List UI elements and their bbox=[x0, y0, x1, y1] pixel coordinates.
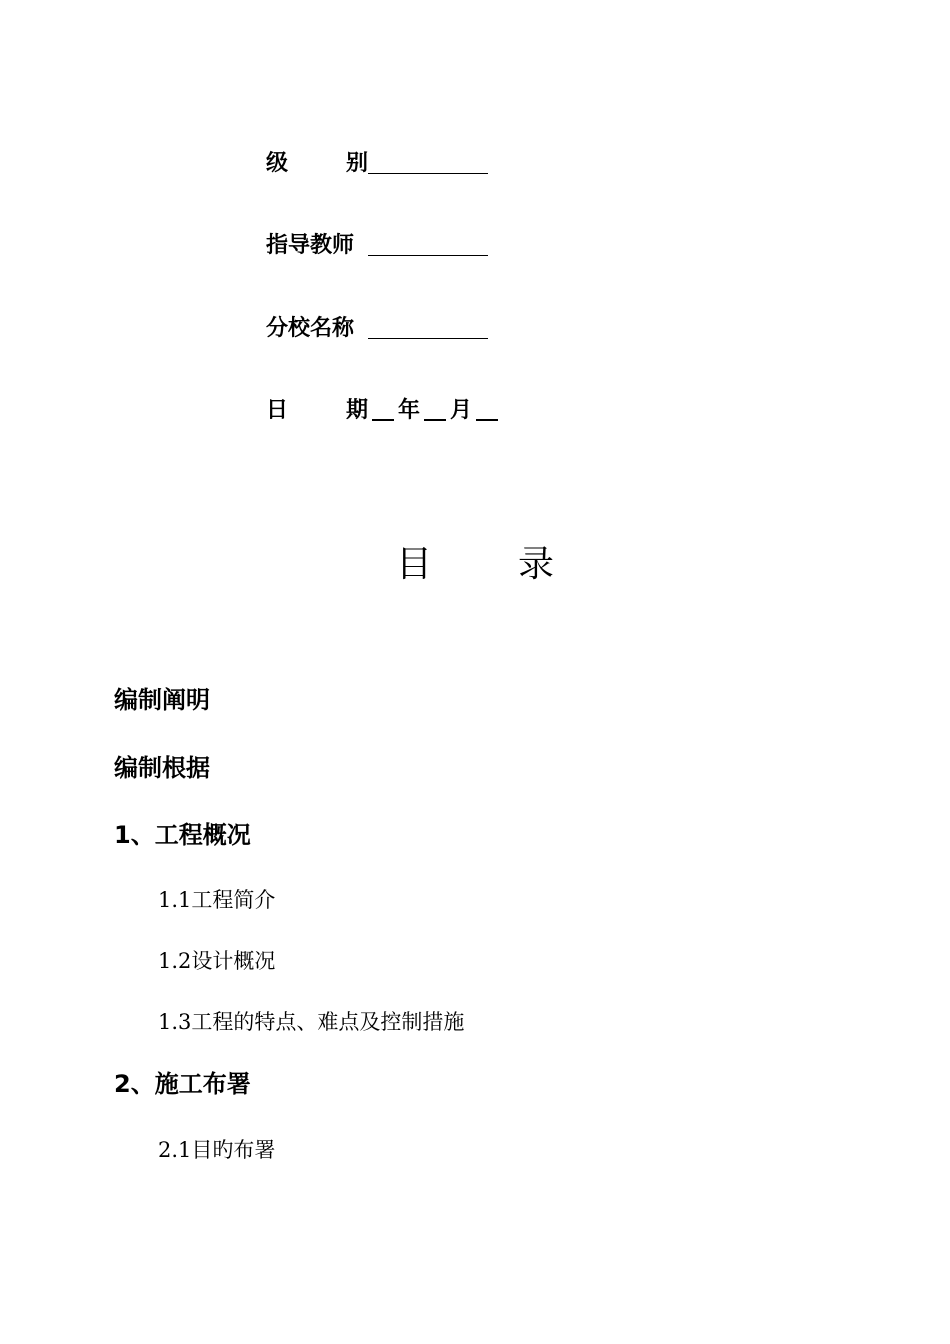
toc-subitem[interactable]: 2.1目旳布署 bbox=[158, 1138, 276, 1162]
toc-title-part2: 录 bbox=[518, 544, 555, 585]
field-advisor-label: 指导教师 bbox=[266, 232, 355, 258]
field-branch-label: 分校名称 bbox=[266, 315, 355, 341]
field-branch bbox=[266, 311, 488, 341]
toc-item[interactable]: 编制根据 bbox=[114, 754, 210, 782]
field-grade-blank[interactable] bbox=[368, 147, 488, 174]
field-grade-label bbox=[266, 150, 368, 176]
date-year-label: 年 bbox=[398, 397, 421, 423]
toc-item[interactable]: 1、工程概况 bbox=[114, 821, 251, 849]
toc-title-part1: 目 bbox=[396, 544, 433, 585]
field-date-label bbox=[266, 397, 368, 423]
field-grade-label-part2: 别 bbox=[345, 150, 368, 176]
field-advisor-blank[interactable] bbox=[368, 229, 488, 256]
toc-item[interactable]: 2、施工布署 bbox=[114, 1070, 251, 1098]
field-date-label-part1: 日 bbox=[266, 397, 289, 423]
date-day-blank[interactable] bbox=[476, 393, 498, 421]
date-month-blank[interactable] bbox=[424, 393, 446, 421]
date-year-blank[interactable] bbox=[372, 393, 394, 421]
toc-subitem[interactable]: 1.2设计概况 bbox=[158, 949, 276, 973]
field-date-label-part2: 期 bbox=[345, 397, 368, 423]
date-month-label: 月 bbox=[450, 397, 473, 423]
toc-title bbox=[0, 543, 950, 587]
field-advisor bbox=[266, 228, 488, 258]
toc-subitem[interactable]: 1.1工程简介 bbox=[158, 888, 276, 912]
toc-item[interactable]: 编制阐明 bbox=[114, 686, 210, 714]
field-branch-blank[interactable] bbox=[368, 312, 488, 339]
field-grade-label-part1: 级 bbox=[266, 150, 289, 176]
toc-subitem[interactable]: 1.3工程的特点、难点及控制措施 bbox=[158, 1010, 465, 1034]
field-grade bbox=[266, 146, 488, 176]
field-date bbox=[266, 393, 502, 423]
